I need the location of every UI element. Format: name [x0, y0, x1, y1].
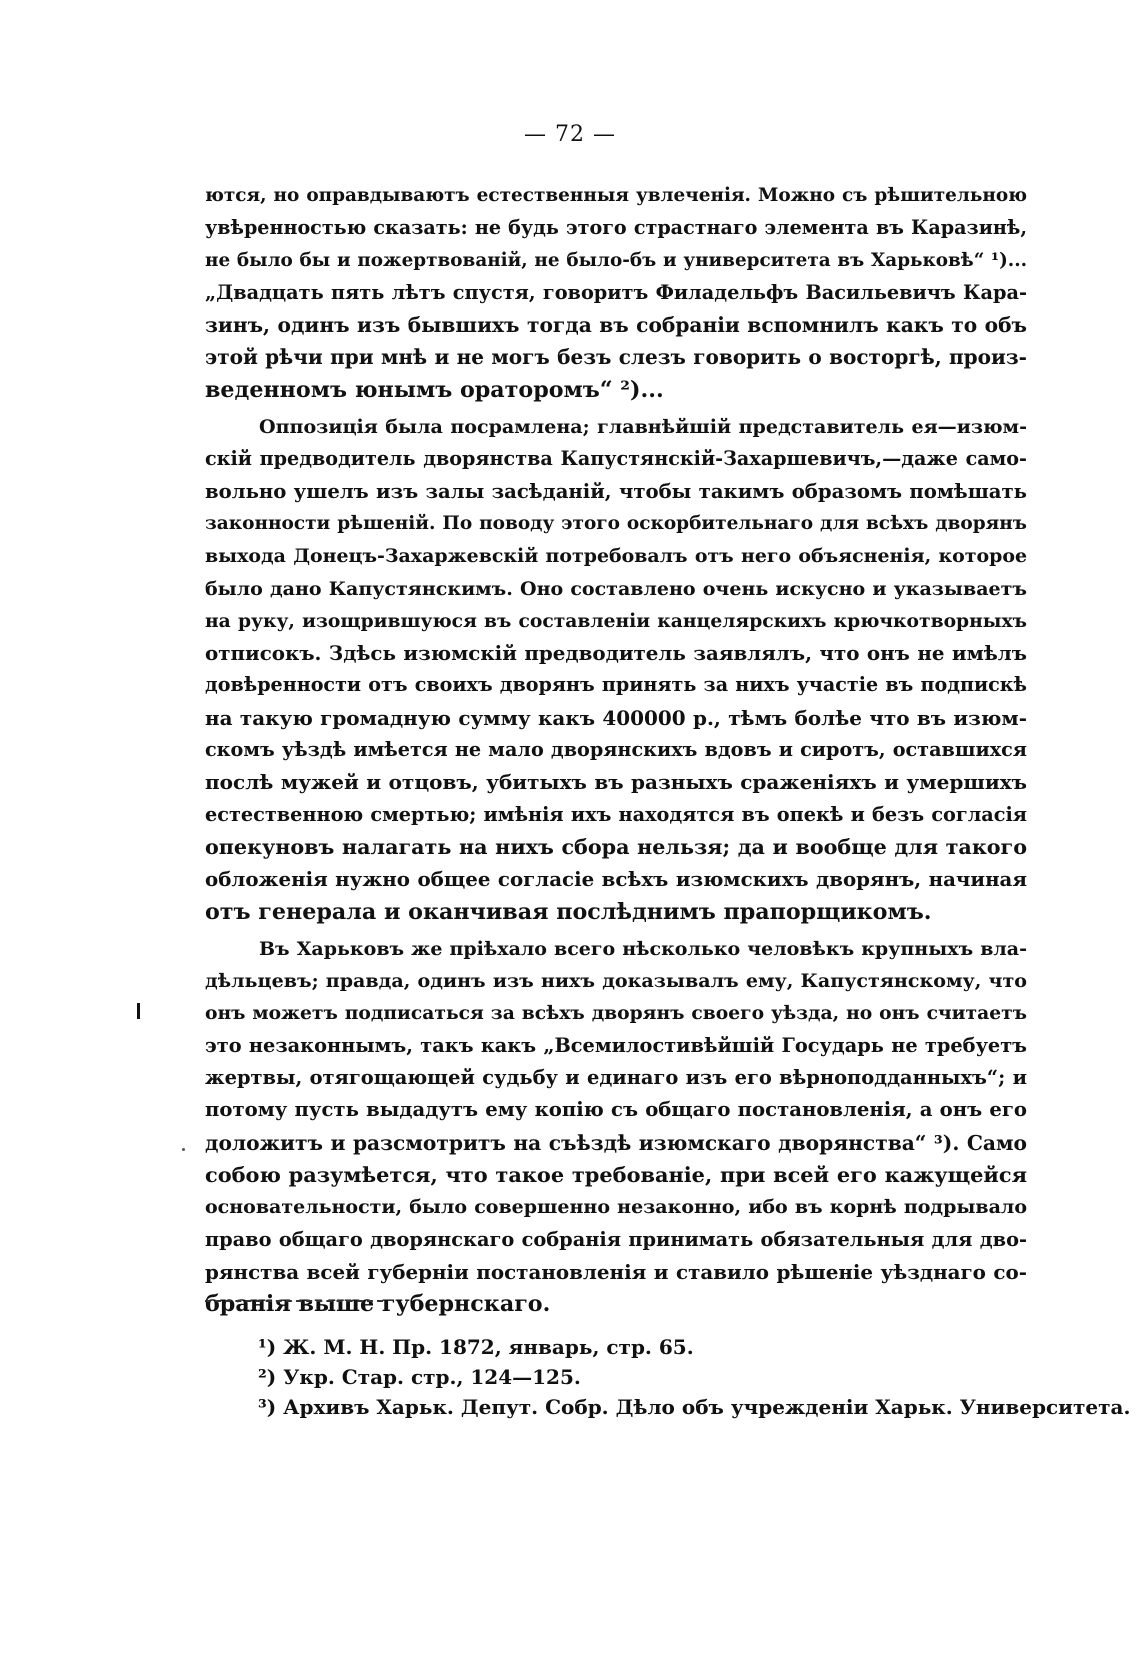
- text-line: собою разумѣется, что такое требованіе, при всей его кажущейся: [205, 1161, 1027, 1187]
- footnote-1: ¹) Ж. М. Н. Пр. 1872, январь, стр. 65.: [258, 1335, 694, 1359]
- footnote-2: ²) Укр. Стар. стр., 124—125.: [258, 1365, 581, 1389]
- text-line: отписокъ. Здѣсь изюмскій предводитель заявлялъ, что онъ не имѣлъ: [205, 641, 1027, 666]
- text-line: „Двадцать пять лѣтъ спустя, говоритъ Филадельфъ Васильевичъ Кара-: [205, 280, 1027, 304]
- text-line: веденномъ юнымъ ораторомъ“ ²)...: [205, 376, 664, 403]
- text-line: скій предводитель дворянства Капустянскій-Захаршевичъ,—даже само-: [205, 447, 1027, 471]
- text-line: это незаконнымъ, такъ какъ „Всемилостивѣйшій Государь не требуетъ: [205, 1033, 1027, 1057]
- paragraph-3: [205, 933, 1027, 1321]
- text-line: зинъ, одинъ изъ бывшихъ тогда въ собраніи вспомнилъ какъ то объ: [205, 313, 1027, 338]
- text-line: естественною смертью; имѣнія ихъ находятся въ опекѣ и безъ согласія: [205, 802, 1027, 826]
- text-line: не было бы и пожертвованій, не было-бъ и университета въ Харьковѣ“ ¹)...: [205, 249, 1027, 271]
- text-line: дѣльцевъ; правда, одинъ изъ нихъ доказывалъ ему, Капустянскому, что: [205, 970, 1027, 993]
- text-line: вольно ушелъ изъ залы засѣданій, чтобы такимъ образомъ помѣшать: [205, 479, 1027, 503]
- text-line: Оппозиція была посрамлена; главнѣйшій представитель ея—изюм-: [259, 416, 1027, 439]
- text-line: доложитъ и разсмотритъ на съѣздѣ изюмскаго дворянства“ ³). Само: [205, 1130, 1027, 1155]
- text-line: онъ можетъ подписаться за всѣхъ дворянъ своего уѣзда, но онъ считаетъ: [205, 1002, 1027, 1025]
- text-line: опекуновъ налагать на нихъ сбора нельзя; да и вообще для такого: [205, 834, 1027, 859]
- text-line: законности рѣшеній. По поводу этого оскорбительнаго для всѣхъ дворянъ: [205, 512, 1027, 534]
- text-line: довѣренности отъ своихъ дворянъ принять за нихъ участіе въ подпискѣ: [205, 673, 1027, 697]
- text-line: было дано Капустянскимъ. Оно составлено очень искусно и указываетъ: [205, 577, 1027, 600]
- text-line: на такую громадную сумму какъ 400000 р., тѣмъ болѣе что въ изюм-: [205, 705, 1027, 730]
- footnote-3: ³) Архивъ Харьк. Депут. Собр. Дѣло объ учрежденіи Харьк. Университета.: [258, 1395, 1131, 1419]
- text-line: обложенія нужно общее согласіе всѣхъ изюмскихъ дворянъ, начиная: [205, 867, 1027, 892]
- page-number: — 72 —: [524, 122, 616, 147]
- text-line: основательности, было совершенно незаконно, ибо въ корнѣ подрывало: [205, 1196, 1027, 1219]
- text-line: жертвы, отягощающей судьбу и единаго изъ его вѣрноподданныхъ“; и: [205, 1066, 1027, 1090]
- footnotes: [258, 1332, 1131, 1422]
- text-line: этой рѣчи при мнѣ и не могъ безъ слезъ говорить о восторгѣ, произ-: [205, 345, 1027, 370]
- text-line: скомъ уѣздѣ имѣется не мало дворянскихъ вдовъ и сиротъ, оставшихся: [205, 738, 1027, 762]
- margin-dot: [182, 1148, 185, 1151]
- text-line: послѣ мужей и отцовъ, убитыхъ въ разныхъ сраженіяхъ и умершихъ: [205, 770, 1027, 795]
- paragraph-1: [205, 180, 1027, 406]
- text-line: отъ генерала и оканчивая послѣднимъ прапорщикомъ.: [205, 898, 932, 925]
- footnote-separator: [205, 1300, 383, 1302]
- margin-mark: [137, 1003, 140, 1019]
- paragraph-2: [205, 411, 1027, 928]
- text-line: выхода Донецъ-Захаржевскій потребовалъ отъ него объясненія, которое: [205, 545, 1027, 568]
- text-line: Въ Харьковъ же пріѣхало всего нѣсколько человѣкъ крупныхъ вла-: [259, 937, 1027, 960]
- body-text: [205, 180, 1027, 1320]
- text-line: право общаго дворянскаго собранія принимать обязательныя для дво-: [205, 1227, 1027, 1251]
- text-line: потому пусть выдадутъ ему копію съ общаго постановленія, а онъ его: [205, 1098, 1027, 1122]
- text-line: рянства всей губерніи постановленія и ставило рѣшеніе уѣзднаго со-: [205, 1259, 1027, 1284]
- text-line: ются, но оправдываютъ естественныя увлеченія. Можно съ рѣшительною: [205, 185, 1027, 206]
- text-line: бранія выше губернскаго.: [205, 1291, 551, 1318]
- text-line: на руку, изощрившуюся въ составленіи канцелярскихъ крючкотворныхъ: [205, 609, 1027, 632]
- text-line: увѣренностью сказать: не будь этого страстнаго элемента въ Каразинѣ,: [205, 216, 1027, 240]
